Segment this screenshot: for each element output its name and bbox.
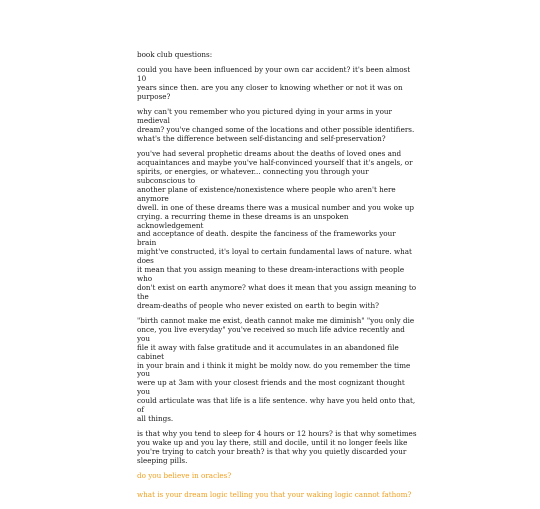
paragraph-life-advice: "birth cannot make me exist, death cannot make me diminish" "you only die once, you live everyday" you've received so much life advice recently and you file it away with false gratitude and it accumulates in an abandoned file cabinet in your brain and i think it might be moldy now. do you remember the time you were up at 3am with your closest friends and the most cognizant thought you could articulate was that life is a life sentence. why have you held onto that, of all things.	[137, 316, 416, 423]
paragraph-medieval-dream: why can't you remember who you pictured dying in your arms in your medieval dream? you've changed some of the locations and other possible identifiers. what's the difference between self-distancing and self-preservation?	[137, 107, 415, 144]
highlighted-question-oracles: do you believe in oracles?	[137, 471, 232, 481]
document-title: book club questions:	[137, 50, 213, 59]
highlighted-question-dream-logic: what is your dream logic telling you that your waking logic cannot fathom?	[137, 489, 412, 499]
paragraph-car-accident: could you have been influenced by your own car accident? it's been almost 10 years since then. are you any closer to knowing whether or not it was on purpose?	[137, 65, 411, 102]
paragraph-sleep: is that why you tend to sleep for 4 hours or 12 hours? is that why sometimes you wake up and you lay there, still and docile, until it no longer feels like you're trying to catch your breath? is that why you quietly discarded your sleeping pills.	[137, 429, 417, 466]
document-body	[137, 51, 417, 509]
paragraph-prophetic-dreams: you've had several prophetic dreams about the deaths of loved ones and acquaintances and maybe you've half-convinced yourself that it's angels, or spirits, or energies, or whatever... connecting you through your subconscious to another plane of existence/nonexistence where people who aren't here anymore dwell. in one of these dreams there was a musical number and you woke up crying. a recurring theme in these dreams is an unspoken acknowledgement and acceptance of death. despite the fanciness of the frameworks your brain might've constructed, it's loyal to certain fundamental laws of nature. what does it mean that you assign meaning to these dream-interactions with people who don't exist on earth anymore? what does it mean that you assign meaning to the dream-deaths of people who never existed on earth to begin with?	[137, 149, 417, 310]
